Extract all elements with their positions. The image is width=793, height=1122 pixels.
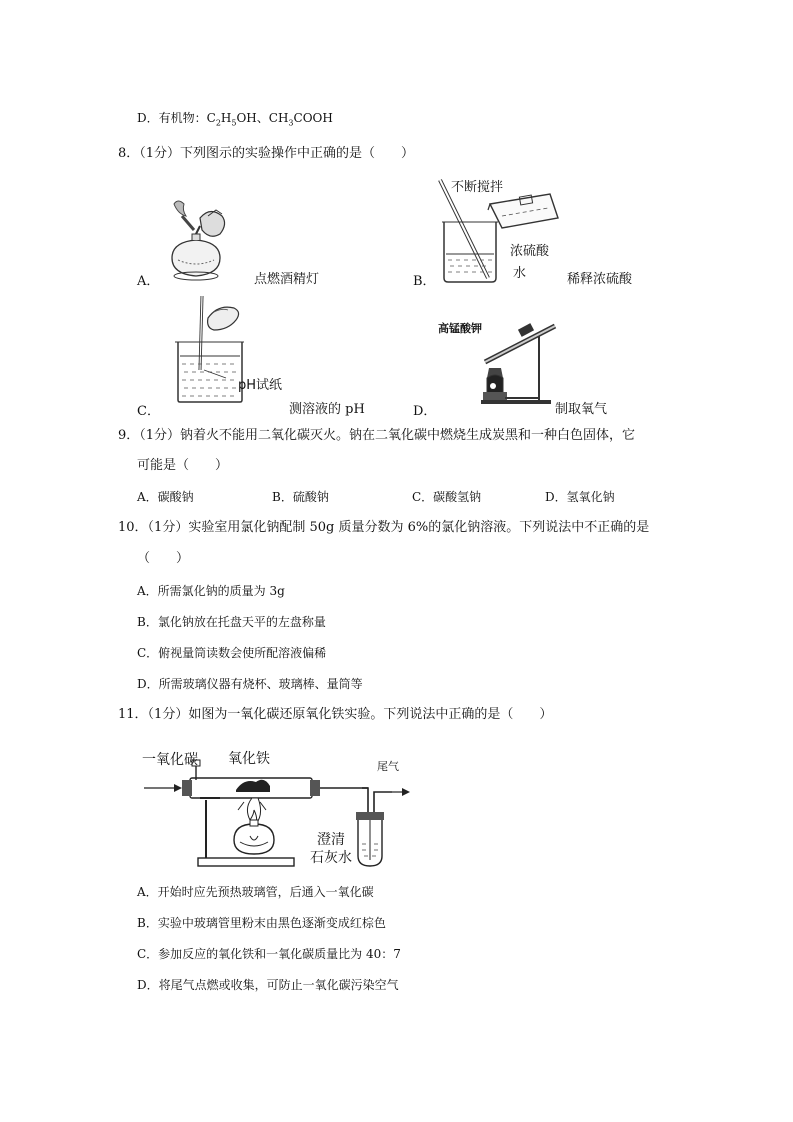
q10-option-a: A．所需氯化钠的质量为 3g — [137, 584, 285, 598]
q8-b-letter: B． — [413, 274, 436, 289]
q7-option-d — [137, 110, 333, 131]
q8-d-caption: 制取氧气 — [555, 402, 608, 417]
q11-option-a: A．开始时应先预热玻璃管，后通入一氧化碳 — [137, 885, 374, 899]
q9-option-d: D．氢氧化钠 — [545, 490, 615, 504]
q11-label-exhaust: 尾气 — [377, 760, 399, 773]
q8-c-figure — [168, 294, 248, 406]
q8-c-letter: C． — [137, 404, 160, 419]
q11-option-d: D．将尾气点燃或收集，可防止一氧化碳污染空气 — [137, 978, 399, 992]
q7-d-sub2: 5 — [231, 118, 237, 128]
q8-d-figure — [475, 312, 565, 406]
q8-b-label-water: 水 — [513, 266, 527, 281]
q8-b-caption: 稀释浓硫酸 — [567, 272, 633, 287]
q11-label-limewater-2: 石灰水 — [310, 850, 352, 866]
q8-a-caption: 点燃酒精灯 — [254, 272, 320, 287]
oxygen-apparatus-icon — [475, 312, 565, 406]
q8-d-label-kmno4: 高锰酸钾 — [438, 322, 482, 335]
q10-stem-line1: 10．（1分）实验室用氯化钠配制 50g 质量分数为 6%的氯化钠溶液。下列说法中不正确的是 — [118, 520, 650, 535]
q11-label-fe2o3: 氧化铁 — [228, 751, 270, 767]
q8-stem: 8．（1分）下列图示的实验操作中正确的是（ ） — [118, 146, 415, 161]
q11-option-c: C．参加反应的氧化铁和一氧化碳质量比为 40：7 — [137, 947, 401, 961]
q11-label-limewater-1: 澄清 — [317, 832, 345, 848]
q11-stem: 11．（1分）如图为一氧化碳还原氧化铁实验。下列说法中正确的是（ ） — [118, 707, 553, 722]
q7-d-prefix: D．有机物：C — [137, 111, 216, 125]
ph-measurement-icon — [168, 294, 248, 406]
q10-option-b: B．氯化钠放在托盘天平的左盘称量 — [137, 615, 326, 629]
q8-d-letter: D． — [413, 404, 437, 419]
q10-stem-line2: （ ） — [137, 551, 190, 566]
q9-option-b: B．硫酸钠 — [272, 490, 329, 504]
q7-d-sub1: 2 — [215, 118, 221, 128]
q8-a-letter: A． — [137, 274, 160, 289]
q7-d-mid3: COOH — [293, 111, 333, 125]
q7-d-mid1: H — [220, 111, 232, 125]
q10-option-c: C．俯视量筒读数会使所配溶液偏稀 — [137, 646, 327, 660]
q7-d-mid2: OH、CH — [236, 111, 289, 125]
q9-stem-line1: 9．（1分）钠着火不能用二氧化碳灭火。钠在二氧化碳中燃烧生成炭黑和一种白色固体，它 — [118, 428, 636, 443]
q8-a-figure — [160, 196, 240, 286]
q7-d-sub3: 3 — [288, 118, 294, 128]
alcohol-lamp-lighting-icon — [160, 196, 240, 286]
q8-c-caption: 测溶液的 pH — [289, 402, 365, 417]
q9-stem-line2: 可能是（ ） — [137, 458, 229, 473]
q11-label-co: 一氧化碳 — [142, 752, 198, 768]
q8-b-label-acid: 浓硫酸 — [510, 244, 550, 259]
q9-option-c: C．碳酸氢钠 — [412, 490, 482, 504]
q10-option-d: D．所需玻璃仪器有烧杯、玻璃棒、量筒等 — [137, 677, 363, 691]
q11-option-b: B．实验中玻璃管里粉末由黑色逐渐变成红棕色 — [137, 916, 386, 930]
q8-b-label-stir: 不断搅拌 — [451, 180, 504, 195]
q8-c-label-paper: pH试纸 — [238, 378, 283, 393]
q9-option-a: A．碳酸钠 — [137, 490, 194, 504]
